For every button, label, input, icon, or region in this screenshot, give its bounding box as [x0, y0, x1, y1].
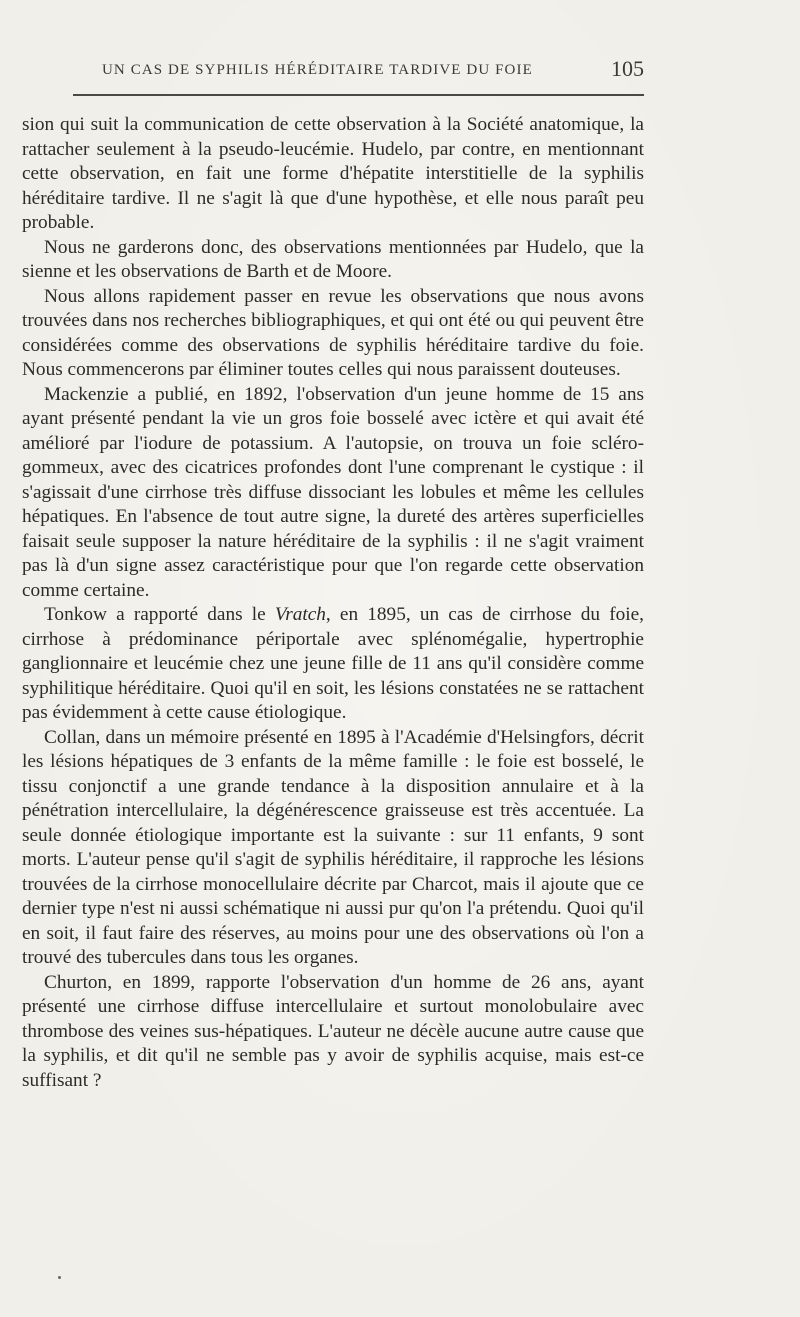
header-rule	[73, 94, 644, 96]
journal-title: Vratch	[274, 604, 326, 625]
print-speck	[58, 1276, 61, 1279]
page-number: 105	[611, 56, 644, 81]
paragraph-text: , en 1895, un cas de cirrhose du foie, cirrhose à prédominance périportale avec splénomégalie, hypertrophie ganglionnaire et leucémie chez une jeune fille de 11 ans qu'il considère comme syphilitique héréditaire. Quoi qu'il en soit, les lésions constatées ne se rattachent pas évidemment à cette cause étiologique.	[22, 604, 644, 723]
paragraph: Nous allons rapidement passer en revue les observations que nous avons trouvées dans nos recherches bibliographiques, et qui ont été ou qui peuvent être considérées comme des observations de syphilis héréditaire tardive du foie. Nous commencerons par éliminer toutes celles qui nous paraissent douteuses.	[22, 285, 644, 380]
paragraph: sion qui suit la communication de cette observation à la Société anatomique, la rattacher seulement à la pseudo-leucémie. Hudelo, par contre, en mentionnant cette observation, en fait une forme d'hépatite interstitielle de la syphilis héréditaire tardive. Il ne s'agit là que d'une hypothèse, et elle nous paraît peu probable.	[22, 114, 644, 233]
running-title: UN CAS DE SYPHILIS HÉRÉDITAIRE TARDIVE DU FOIE	[102, 62, 533, 78]
paragraph-text: Tonkow a rapporté dans le	[44, 604, 275, 625]
paragraph: Collan, dans un mémoire présenté en 1895 à l'Académie d'Helsingfors, décrit les lésions hépatiques de 3 enfants de la même famille : le foie est bosselé, le tissu conjonctif a une grande tendance à la disposition annulaire et à la pénétration intercellulaire, la dégénérescence graisseuse est très accentuée. La seule donnée étiologique importante est la suivante : sur 11 enfants, 9 sont morts. L'auteur pense qu'il s'agit de syphilis héréditaire, il rapproche les lésions trouvées de la cirrhose monocellulaire décrite par Charcot, mais il ajoute que ce dernier type n'est ni aussi schématique ni aussi pur qu'on l'a prétendu. Quoi qu'il en soit, il faut faire des réserves, au moins pour une des observations où l'on a trouvé des tubercules dans tous les organes.	[22, 726, 644, 968]
paragraph: Churton, en 1899, rapporte l'observation d'un homme de 26 ans, ayant présenté une cirrhose diffuse intercellulaire et surtout monolobulaire avec thrombose des veines sus-hépatiques. L'auteur ne décèle aucune autre cause que la syphilis, et dit qu'il ne semble pas y avoir de syphilis acquise, mais est-ce suffisant ?	[22, 971, 644, 1091]
paragraph: Mackenzie a publié, en 1892, l'observation d'un jeune homme de 15 ans ayant présenté pendant la vie un gros foie bosselé avec ictère et qui avait été amélioré par l'iodure de potassium. A l'autopsie, on trouva un foie scléro-gommeux, avec des cicatrices profondes dont l'une comprenant le cystique : il s'agissait d'une cirrhose très diffuse dissociant les lobules et même les cellules hépatiques. En l'absence de tout autre signe, la dureté des artères superficielles faisait seule supposer la nature héréditaire de la syphilis : il ne s'agit vraiment pas là d'un signe assez caractéristique pour que l'on regarde cette observation comme certaine.	[22, 383, 644, 601]
page-header	[22, 56, 644, 86]
paragraph: Nous ne garderons donc, des observations mentionnées par Hudelo, que la sienne et les observations de Barth et de Moore.	[22, 236, 644, 282]
paragraph	[22, 603, 644, 726]
body-text	[22, 113, 644, 1093]
